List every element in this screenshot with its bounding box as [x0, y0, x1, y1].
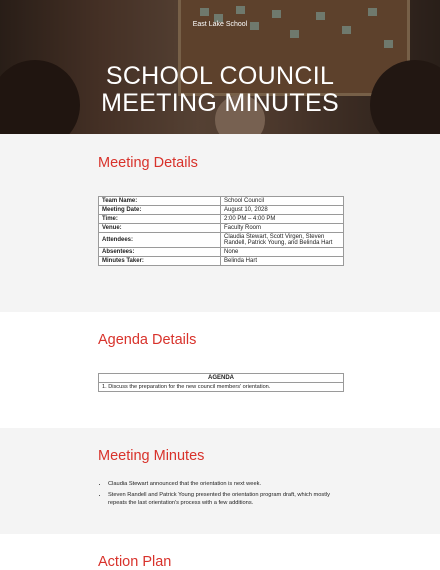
details-value: None	[221, 248, 344, 257]
details-row	[99, 206, 344, 215]
details-value: Claudia Stewart, Scott Virgen, Steven Randell, Patrick Young, and Belinda Hart	[221, 233, 344, 248]
details-label: Team Name:	[99, 197, 221, 206]
details-row	[99, 215, 344, 224]
agenda-item: 1. Discuss the preparation for the new council members' orientation.	[99, 383, 344, 392]
details-row	[99, 197, 344, 206]
header-banner	[0, 0, 440, 134]
details-row	[99, 224, 344, 233]
details-row	[99, 233, 344, 248]
action-plan-section	[0, 534, 440, 570]
details-row	[99, 248, 344, 257]
action-plan-heading: Action Plan	[98, 554, 172, 570]
meeting-minutes-list	[108, 480, 348, 510]
agenda-details-heading: Agenda Details	[98, 332, 197, 348]
meeting-details-heading: Meeting Details	[98, 155, 198, 171]
details-value: School Council	[221, 197, 344, 206]
meeting-details-table	[98, 196, 344, 266]
agenda-header: AGENDA	[99, 374, 344, 383]
details-value: August 10, 2028	[221, 206, 344, 215]
details-label: Meeting Date:	[99, 206, 221, 215]
agenda-details-section	[0, 312, 440, 428]
minutes-item: • Steven Randell and Patrick Young presented the orientation program draft, which mostly repeats the last orientation's process with a few additions.	[108, 491, 348, 508]
title-line-2: MEETING MINUTES	[101, 89, 339, 117]
details-row	[99, 257, 344, 266]
agenda-row	[99, 383, 344, 392]
meeting-minutes-heading: Meeting Minutes	[98, 448, 205, 464]
details-value: Belinda Hart	[221, 257, 344, 266]
title-line-1: SCHOOL COUNCIL	[105, 62, 335, 90]
details-label: Attendees:	[99, 233, 221, 248]
page-title	[0, 63, 440, 117]
school-name: East Lake School	[192, 21, 248, 28]
details-label: Time:	[99, 215, 221, 224]
details-value: 2:00 PM – 4:00 PM	[221, 215, 344, 224]
agenda-table	[98, 373, 344, 392]
details-value: Faculty Room	[221, 224, 344, 233]
minutes-item: • Claudia Stewart announced that the orientation is next week.	[108, 480, 348, 489]
details-label: Absentees:	[99, 248, 221, 257]
details-label: Minutes Taker:	[99, 257, 221, 266]
details-label: Venue:	[99, 224, 221, 233]
